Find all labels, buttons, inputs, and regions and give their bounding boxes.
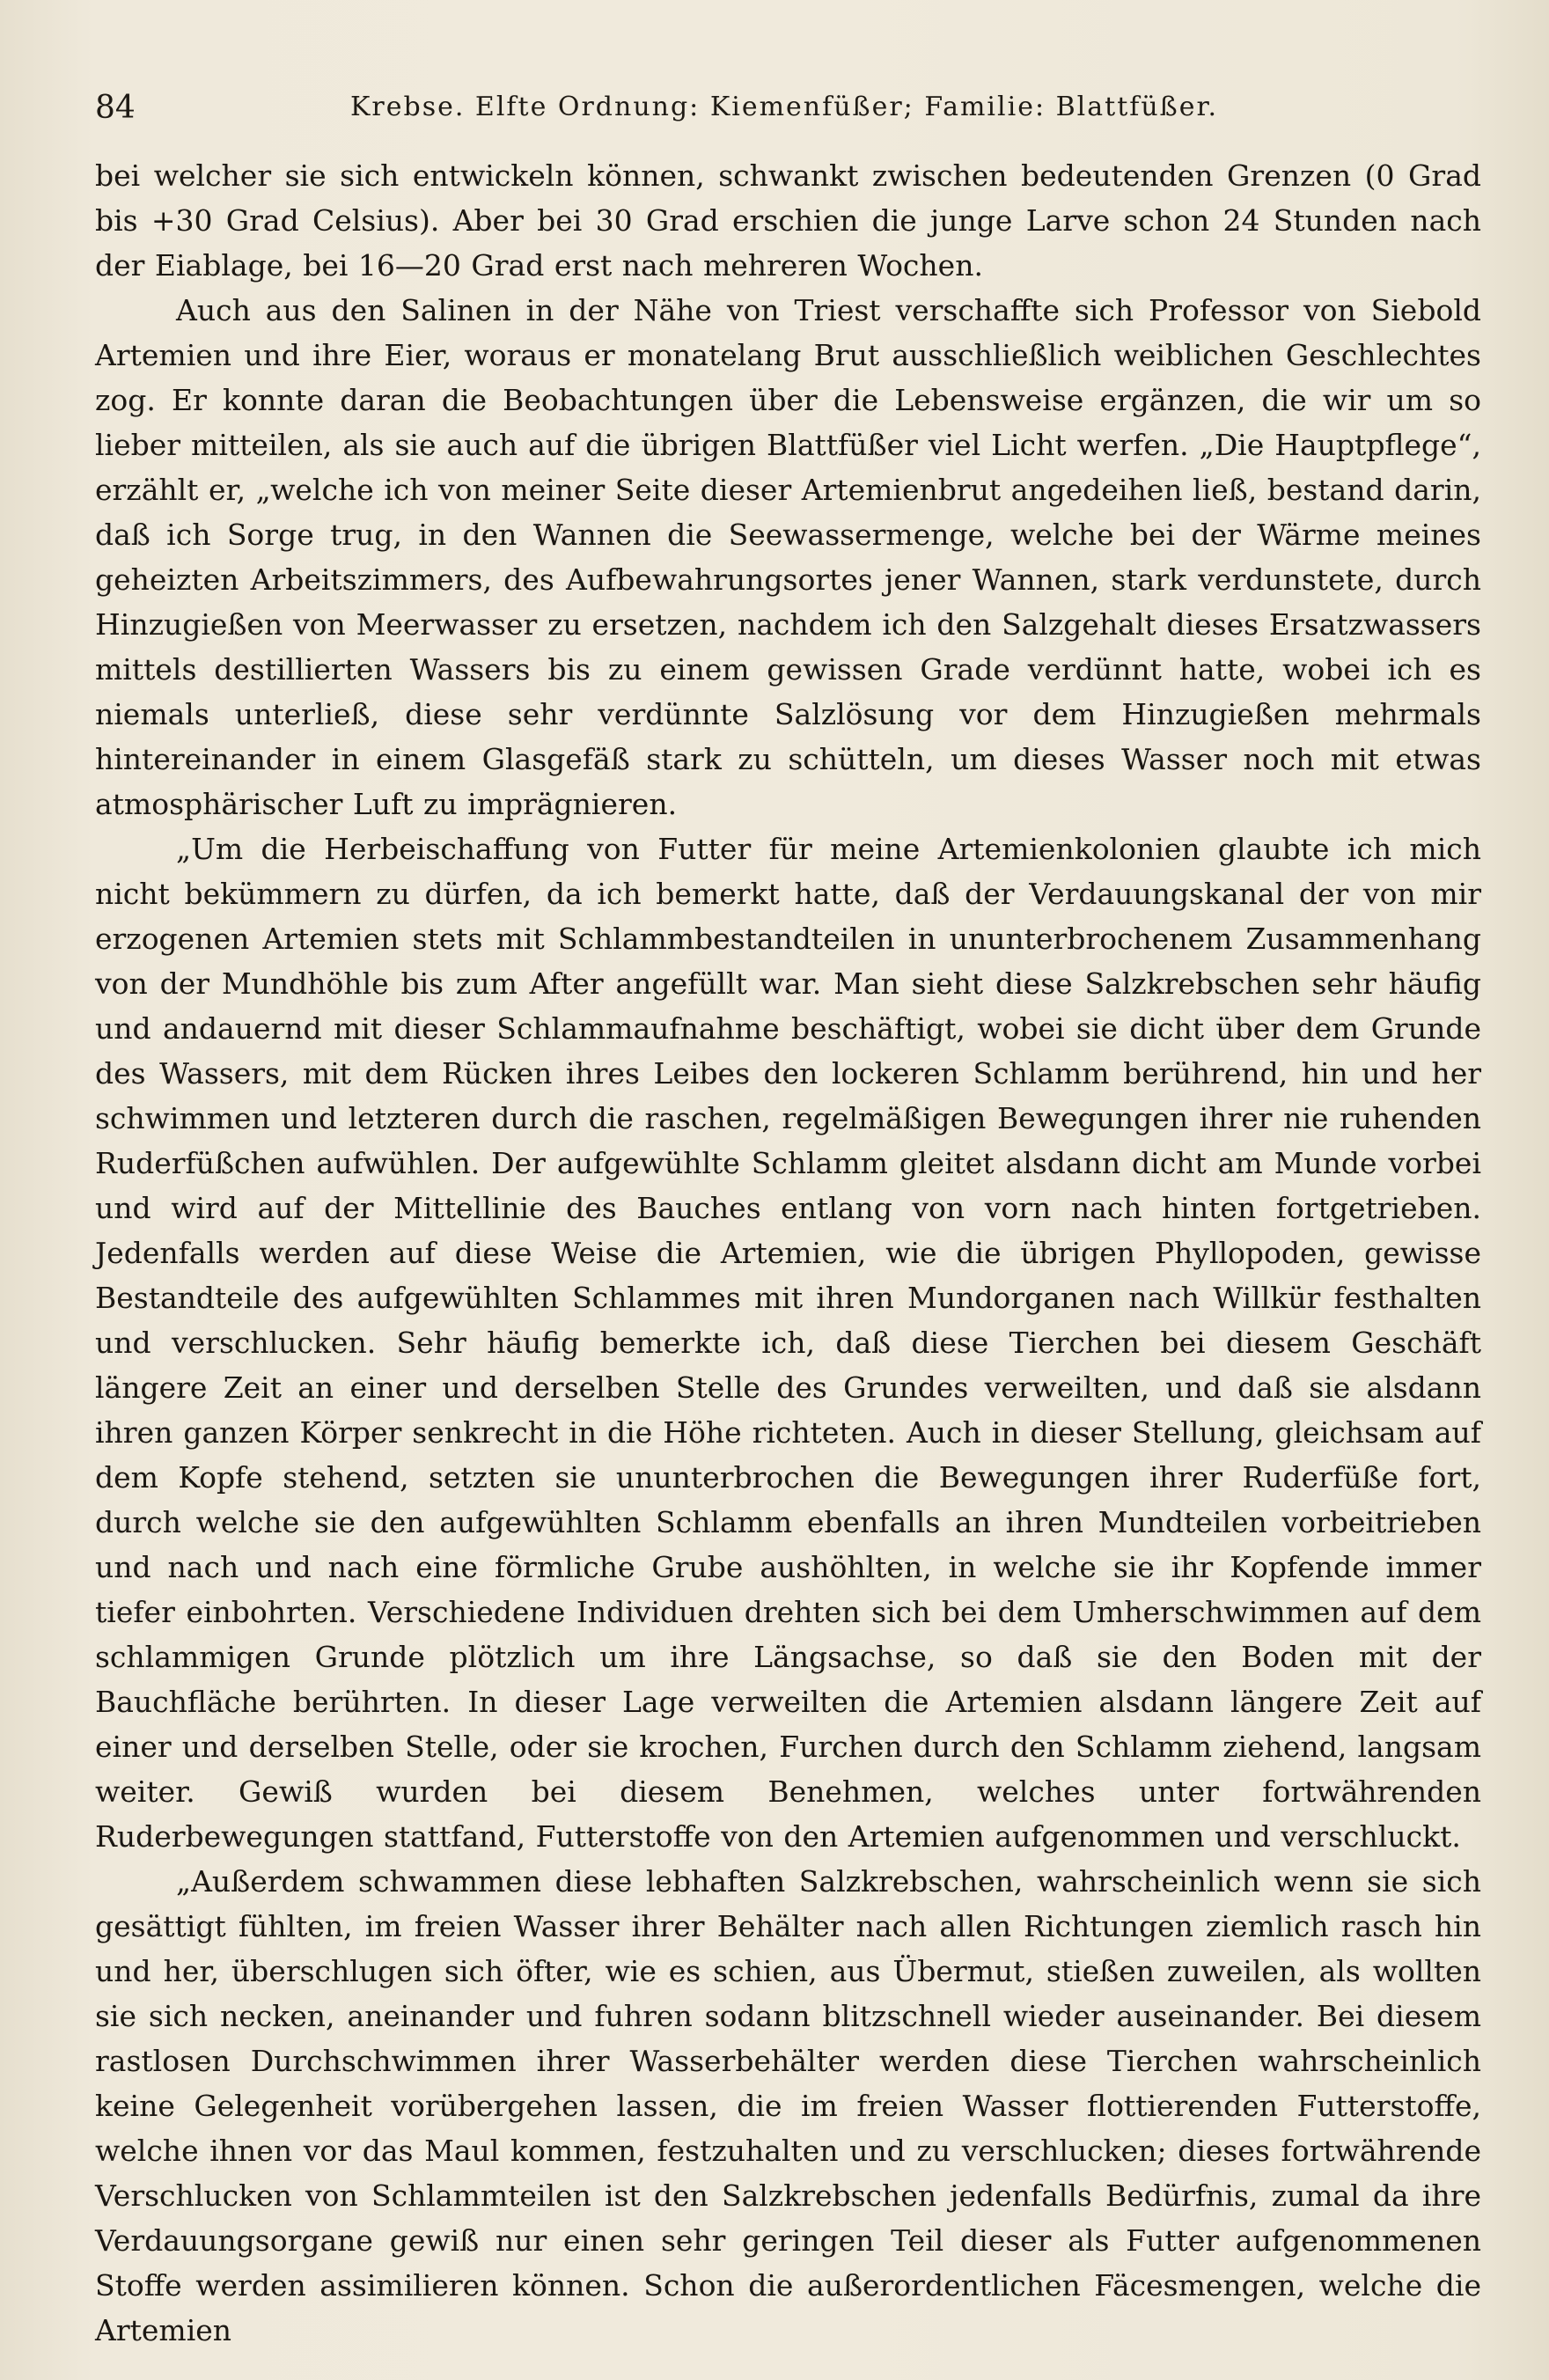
page-number: 84 xyxy=(95,90,136,126)
paragraph-siebold: Auch aus den Salinen in der Nähe von Triest verschaffte sich Professor von Siebold Artemien und ihre Eier, woraus er monatelang Brut ausschließlich weiblichen Geschlechtes zog. Er konnte daran die Beobachtungen über die Lebensweise ergänzen, die wir um so lieber mitteilen, als sie auch auf die übrigen Blattfüßer viel Licht werfen. „Die Hauptpflege“, erzählt er, „welche ich von meiner Seite dieser Artemienbrut angedeihen ließ, bestand darin, daß ich Sorge trug, in den Wannen die Seewassermenge, welche bei der Wärme meines geheizten Arbeitszimmers, des Aufbewahrungsortes jener Wannen, stark verdunstete, durch Hinzugießen von Meerwasser zu ersetzen, nachdem ich den Salzgehalt dieses Ersatzwassers mittels destillierten Wassers bis zu einem gewissen Grade verdünnt hatte, wobei ich es niemals unterließ, diese sehr verdünnte Salzlösung vor dem Hinzugießen mehrmals hintereinander in einem Glasgefäß stark zu schütteln, um dieses Wasser noch mit etwas atmosphärischer Luft zu imprägnieren. xyxy=(95,293,1481,821)
paragraph-continuation: bei welcher sie sich entwickeln können, schwankt zwischen bedeutenden Grenzen (0 Grad bis +30 Grad Celsius). Aber bei 30 Grad erschien die junge Larve schon 24 Stunden nach der Eiablage, bei 16—20 Grad erst nach mehreren Wochen. xyxy=(95,158,1481,283)
paragraph-futter: „Um die Herbeischaffung von Futter für meine Artemienkolonien glaubte ich mich nicht bekümmern zu dürfen, da ich bemerkt hatte, daß der Verdauungskanal der von mir erzogenen Artemien stets mit Schlammbestandteilen in ununterbrochenem Zusammenhang von der Mundhöhle bis zum After angefüllt war. Man sieht diese Salzkrebschen sehr häufig und andauernd mit dieser Schlammaufnahme beschäftigt, wobei sie dicht über dem Grunde des Wassers, mit dem Rücken ihres Leibes den lockeren Schlamm berührend, hin und her schwimmen und letzteren durch die raschen, regelmäßigen Bewegungen ihrer nie ruhenden Ruderfüßchen aufwühlen. Der aufgewühlte Schlamm gleitet alsdann dicht am Munde vorbei und wird auf der Mittellinie des Bauches entlang von vorn nach hinten fortgetrieben. Jedenfalls werden auf diese Weise die Artemien, wie die übrigen Phyllopoden, gewisse Bestandteile des aufgewühlten Schlammes mit ihren Mundorganen nach Willkür festhalten und verschlucken. Sehr häufig bemerkte ich, daß diese Tierchen bei diesem Geschäft längere Zeit an einer und derselben Stelle des Grundes verweilten, und daß sie alsdann ihren ganzen Körper senkrecht in die Höhe richteten. Auch in dieser Stellung, gleichsam auf dem Kopfe stehend, setzten sie ununterbrochen die Bewegungen ihrer Ruderfüße fort, durch welche sie den aufgewühlten Schlamm ebenfalls an ihren Mundteilen vorbeitrieben und nach und nach eine förmliche Grube aushöhlten, in welche sie ihr Kopfende immer tiefer einbohrten. Verschiedene Individuen drehten sich bei dem Umherschwimmen auf dem schlammigen Grunde plötzlich um ihre Längsachse, so daß sie den Boden mit der Bauchfläche berührten. In dieser Lage verweilten die Artemien alsdann längere Zeit auf einer und derselben Stelle, oder sie krochen, Furchen durch den Schlamm ziehend, langsam weiter. Gewiß wurden bei diesem Benehmen, welches unter fortwährenden Ruderbewegungen stattfand, Futterstoffe von den Artemien aufgenommen und verschluckt. xyxy=(95,832,1481,1854)
running-title: Krebse. Elfte Ordnung: Kiemenfüßer; Familie: Blattfüßer. xyxy=(350,92,1219,122)
body-text xyxy=(95,153,1481,2353)
paragraph-ausserdem: „Außerdem schwammen diese lebhaften Salzkrebschen, wahrscheinlich wenn sie sich gesättigt fühlten, im freien Wasser ihrer Behälter nach allen Richtungen ziemlich rasch hin und her, überschlugen sich öfter, wie es schien, aus Übermut, stießen zuweilen, als wollten sie sich necken, aneinander und fuhren sodann blitzschnell wieder auseinander. Bei diesem rastlosen Durchschwimmen ihrer Wasserbehälter werden diese Tierchen wahrscheinlich keine Gelegenheit vorübergehen lassen, die im freien Wasser flottierenden Futterstoffe, welche ihnen vor das Maul kommen, festzuhalten und zu verschlucken; dieses fortwährende Verschlucken von Schlammteilen ist den Salzkrebschen jedenfalls Bedürfnis, zumal da ihre Verdauungsorgane gewiß nur einen sehr geringen Teil dieser als Futter aufgenommenen Stoffe werden assimilieren können. Schon die außerordentlichen Fäcesmengen, welche die Artemien xyxy=(95,1864,1481,2347)
page-header xyxy=(95,84,1481,137)
